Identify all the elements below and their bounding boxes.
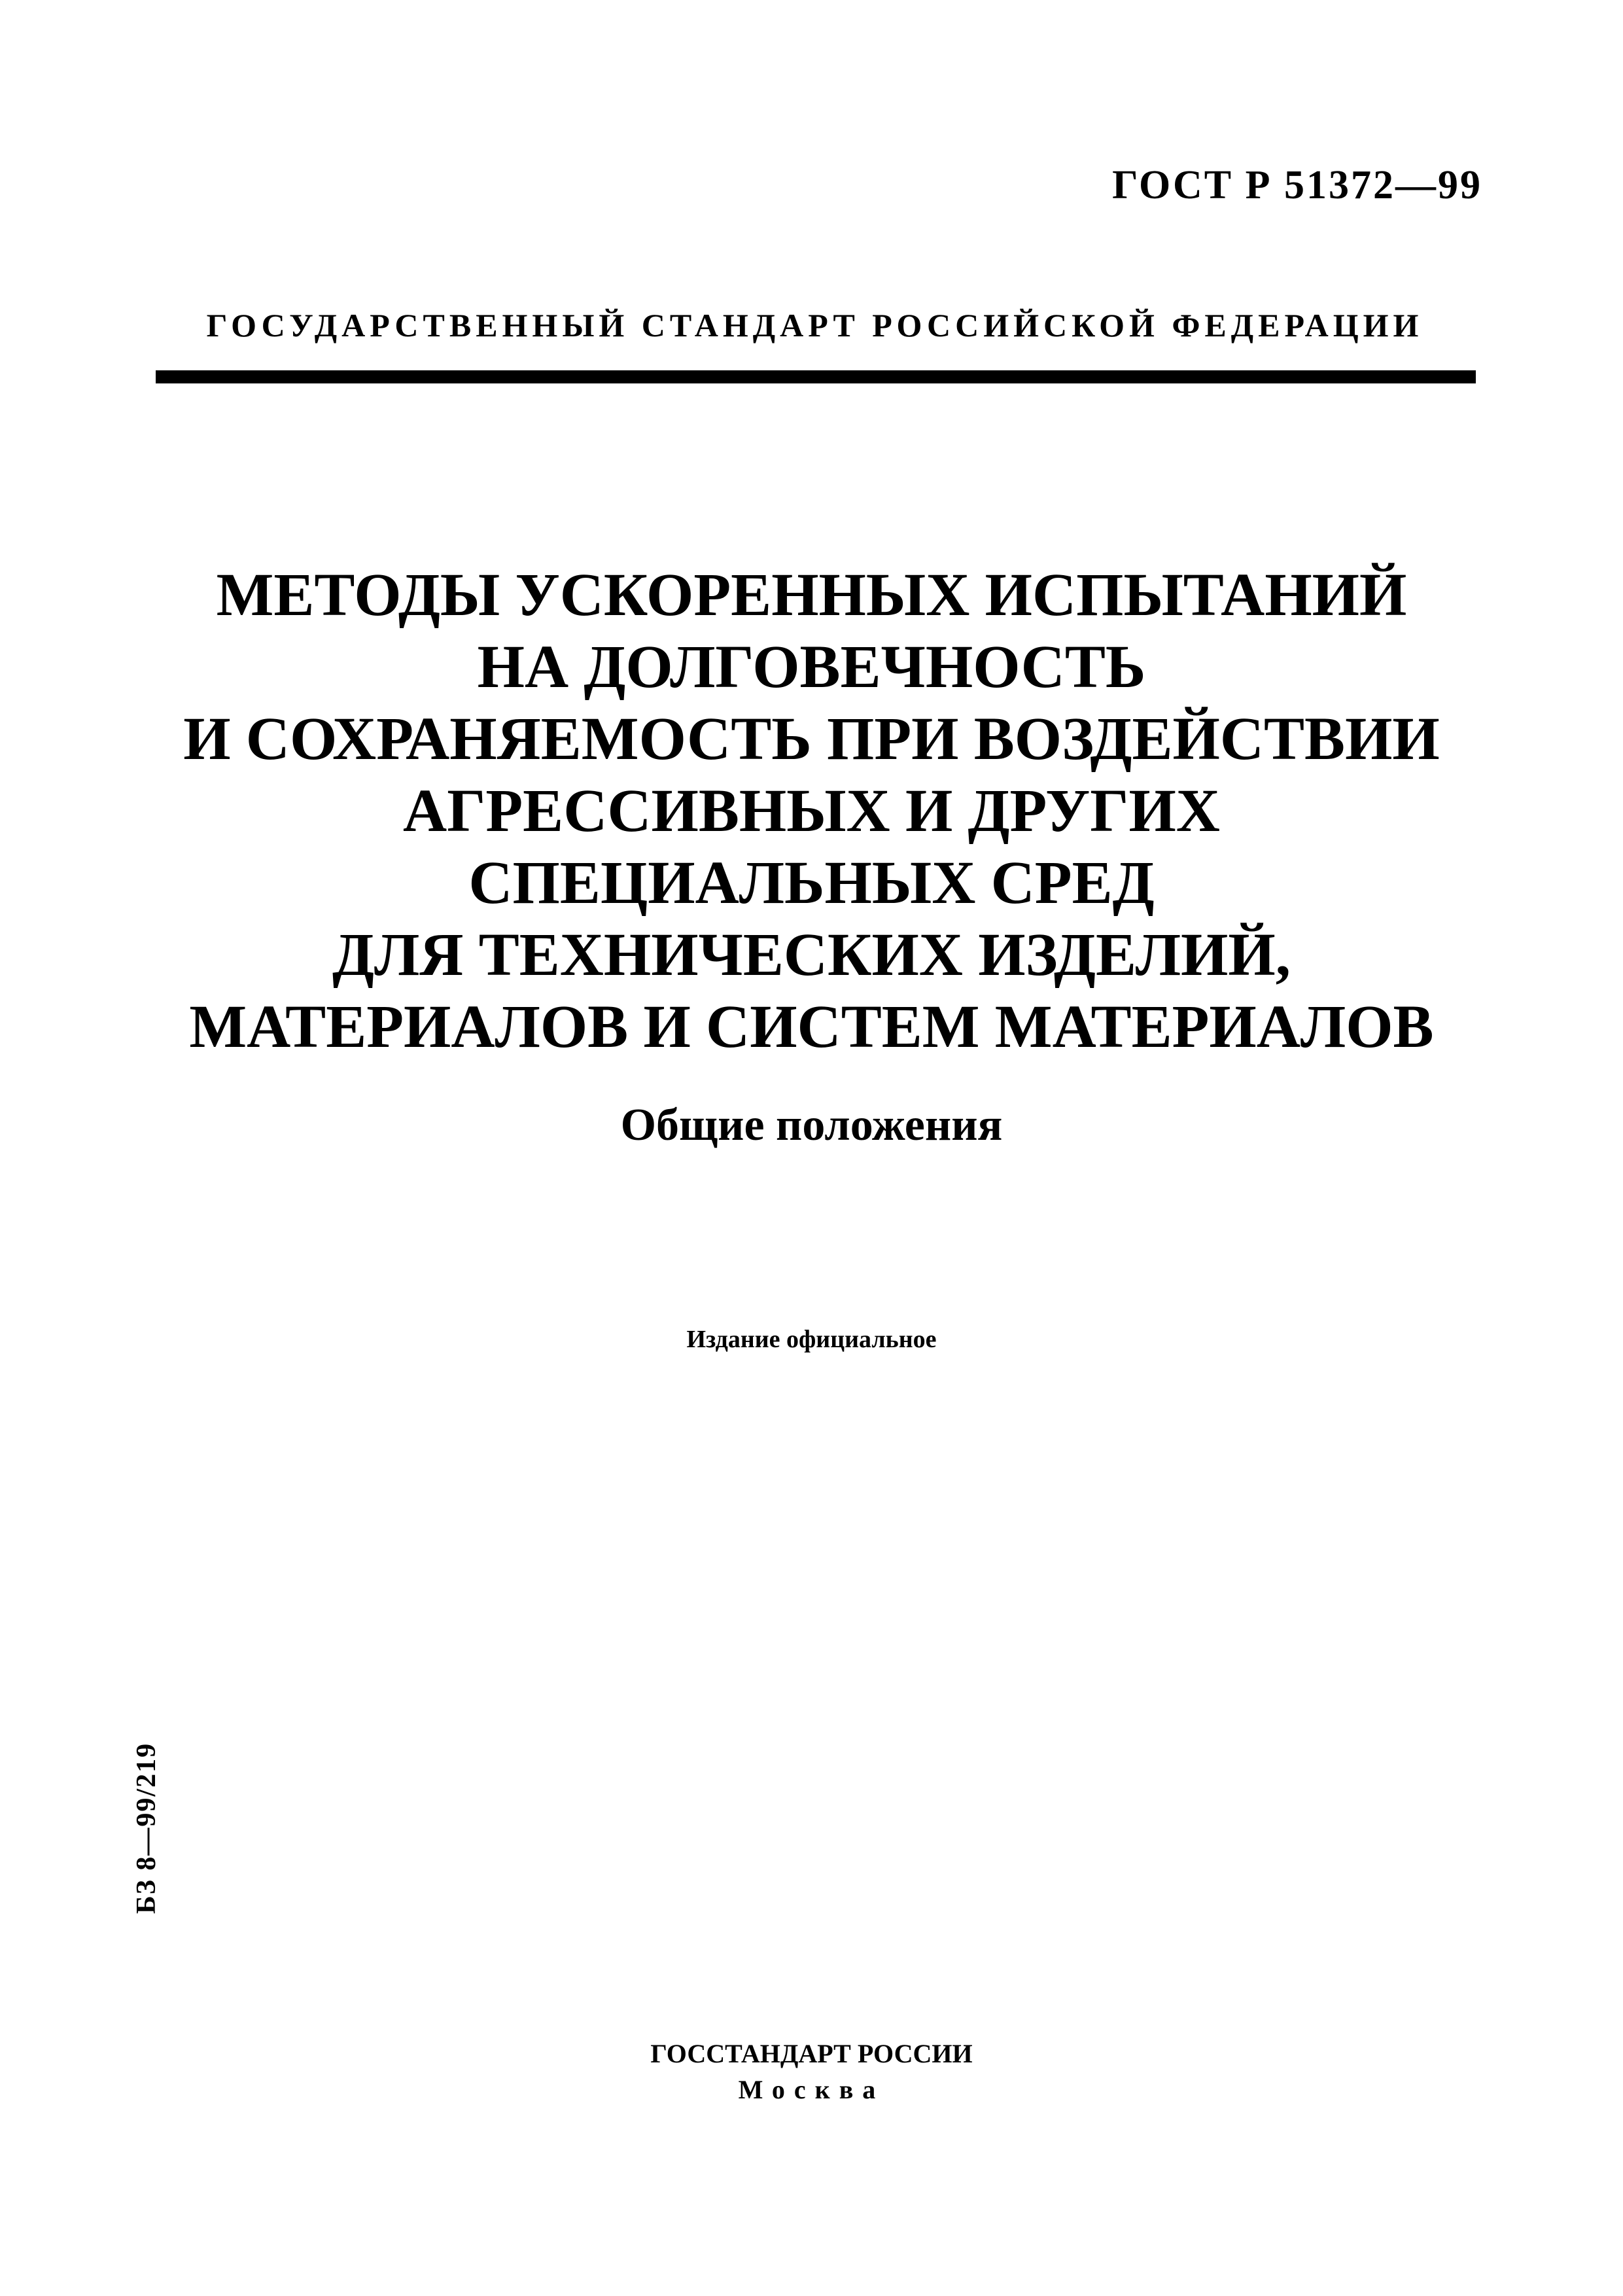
title-line-4: АГРЕССИВНЫХ И ДРУГИХ <box>403 777 1220 845</box>
edition-label: Издание официальное <box>686 1326 937 1353</box>
title-line-7: МАТЕРИАЛОВ И СИСТЕМ МАТЕРИАЛОВ <box>189 993 1434 1061</box>
publisher-city: Москва <box>738 2075 885 2104</box>
document-title <box>131 559 1492 1063</box>
title-line-2: НА ДОЛГОВЕЧНОСТЬ <box>477 633 1146 701</box>
document-subtitle: Общие положения <box>620 1100 1003 1150</box>
title-line-1: МЕТОДЫ УСКОРЕННЫХ ИСПЫТАНИЙ <box>216 561 1407 629</box>
standard-number: ГОСТ Р 51372—99 <box>1112 163 1482 207</box>
side-code: БЗ 8—99/219 <box>131 1742 162 1914</box>
title-line-3: И СОХРАНЯЕМОСТЬ ПРИ ВОЗДЕЙСТВИИ <box>183 705 1440 773</box>
state-standard-heading: ГОСУДАРСТВЕННЫЙ СТАНДАРТ РОССИЙСКОЙ ФЕДЕРАЦИИ <box>206 307 1423 344</box>
publisher-name: ГОССТАНДАРТ РОССИИ <box>650 2039 973 2068</box>
header-divider <box>156 370 1476 383</box>
title-line-5: СПЕЦИАЛЬНЫХ СРЕД <box>468 849 1155 917</box>
title-line-6: ДЛЯ ТЕХНИЧЕСКИХ ИЗДЕЛИЙ, <box>332 921 1291 989</box>
